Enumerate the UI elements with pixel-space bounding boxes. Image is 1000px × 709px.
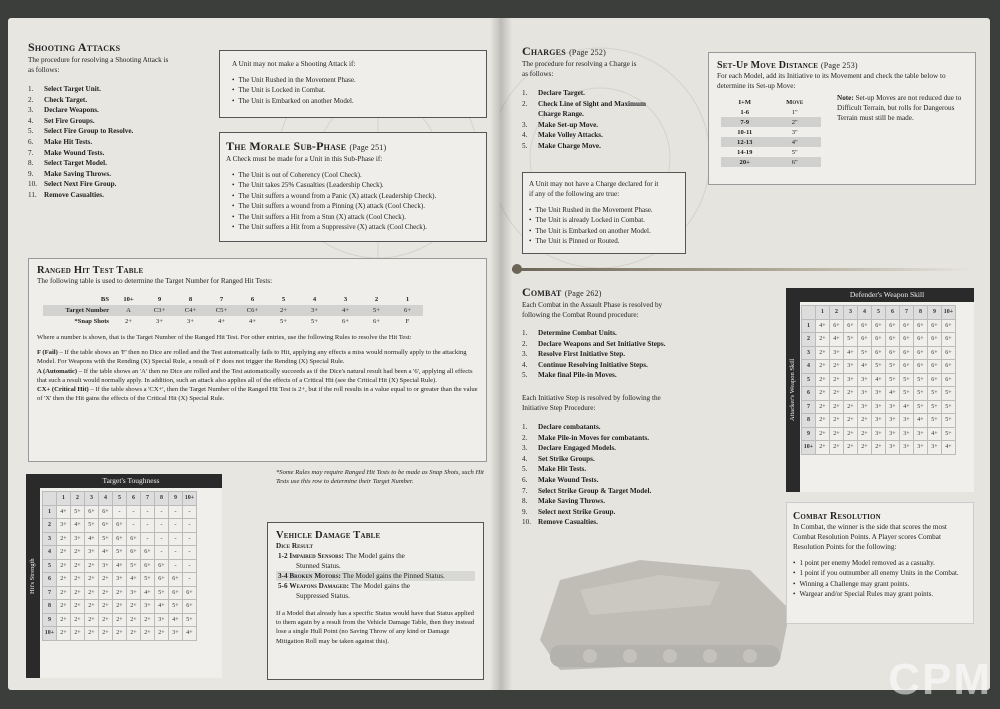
list-item: 3. Resolve First Initiative Step. [522, 350, 626, 359]
table-row: 3 2+ 3+ 4+ 5+ 6+ 6+ - - - - [43, 532, 197, 546]
table-row: 8 2+ 2+ 2+ 2+ 2+ 2+ 3+ 4+ 5+ 6+ [43, 600, 197, 614]
list-item: 2. Make Pile-in Moves for combatants. [522, 433, 650, 442]
resolution-intro: In Combat, the winner is the side that scores the most Combat Resolution Points. A Player scores Combat Resolution Points for the following: [793, 523, 947, 551]
table-row: 9 2+ 2+ 2+ 2+ 2+ 2+ 2+ 3+ 4+ 5+ [43, 613, 197, 627]
table-row: 20+ 6" [721, 157, 821, 167]
list-item: 5. Make final Pile-in Moves. [522, 371, 617, 380]
table-row: 8 2+ 2+ 2+ 2+ 3+ 3+ 3+ 4+ 5+ 5+ [802, 414, 956, 428]
table-row: 3 2+ 3+ 4+ 5+ 6+ 6+ 6+ 6+ 6+ 6+ [802, 346, 956, 360]
setup-intro: For each Model, add its Initiative to its Movement and check the table below to determine its Set-up Move: [717, 72, 946, 90]
toughness-table-box [26, 474, 222, 678]
list-item: 1. Declare Target. [522, 89, 585, 97]
list-item: 4. Make Volley Attacks. [522, 131, 603, 140]
list-item: Charge Range. [538, 110, 584, 119]
no-shoot-intro: A Unit may not make a Shooting Attack if: [232, 60, 356, 68]
table-row: Target Number A C3+ C4+ C5+ C6+ 2+ 3+ 4+ 5+ 6+ [43, 305, 423, 316]
vehicle-para: If a Model that already has a specific Status would have that Status applied to them again by a result from the Vehicle Damage Table, then they instead lose a single Hull Point (no Saving Throw of any kind or Damage Mitigation Roll may be taken against this). [276, 610, 475, 645]
list-item: 8. Select Target Model. [28, 159, 107, 168]
list-item: 5-6 Weapons Damaged: The Model gains the [278, 582, 410, 590]
toughness-title: Target's Toughness [40, 474, 222, 488]
tank-illustration [520, 520, 810, 690]
morale-list [226, 170, 480, 232]
list-item: • 1 point if you outnumber all enemy Units in the Combat. [793, 568, 967, 578]
no-charge-list [529, 205, 679, 247]
table-row: 1 2 3 4 5 6 7 8 9 10+ [43, 492, 197, 506]
shooting-attacks-section [28, 40, 218, 201]
section-divider [512, 268, 974, 271]
charge-steps [522, 88, 702, 152]
ranged-intro: The following table is used to determine the Target Number for Ranged Hit Tests: [37, 277, 273, 285]
no-shoot-list [232, 75, 474, 106]
list-item: • The Unit Rushed in the Movement Phase. [529, 205, 679, 215]
combat-section: Combat (Page 262) Each Combat in the Assault Phase is resolved by following the Combat Round procedure: 1. Determine Combat Units. 2. Declare Weapons and Set Initiative Steps. 3. Resolve First Initiative Step. 4. Continue Resolving Initiative Steps. 5. Make final Pile-in Moves. Each Initiative Step is resolved by following the Initiative Step Procedure: 1. Declare combatants. 2. Make Pile-in Moves for combatants. 3. Declare Engaged Models. 4. Set Strike Groups. 5. Make Hit Tests. 6. Make Wound Tests. 7. Select Strike Group & Target Model. 8. Make Saving Throws. 9. Select next Strike Group. 10. Remove Casualties. [522, 285, 692, 528]
list-item: 1. Determine Combat Units. [522, 329, 617, 337]
watermark-logo: CPM [888, 655, 992, 704]
list-item: • Wargear and/or Special Rules may grant points. [793, 589, 967, 599]
ranged-hit-box [28, 258, 487, 462]
combat-title: Combat (Page 262) [522, 285, 602, 299]
ws-title: Defender's Weapon Skill [800, 288, 974, 302]
list-item: 6. Make Hit Tests. [28, 137, 93, 146]
vehicle-sub: Dice Result [276, 542, 314, 550]
table-row: 2 3+ 4+ 5+ 6+ 6+ - - - - - [43, 519, 197, 533]
resolution-title: Combat Resolution [793, 511, 881, 522]
table-row: 7-9 2" [721, 117, 821, 127]
table-row: 12-13 4" [721, 137, 821, 147]
list-item: • The Unit is Embarked on another Model. [232, 96, 474, 106]
list-item: 1. Select Target Unit. [28, 85, 101, 93]
hit-strength-label: Hit's Strength [26, 474, 40, 678]
list-item: 7. Make Wound Tests. [28, 148, 105, 157]
table-row: 2 2+ 4+ 5+ 6+ 6+ 6+ 6+ 6+ 6+ 6+ [802, 333, 956, 347]
table-row: *Snap Shots 2+ 3+ 3+ 4+ 4+ 5+ 5+ 6+ 6+ F [74, 318, 410, 325]
page-gutter [490, 18, 512, 690]
no-shooting-box [219, 50, 487, 118]
divider-knob [512, 264, 522, 274]
list-item: 3. Declare Engaged Models. [522, 444, 616, 453]
table-row: 1-6 1" [740, 108, 798, 116]
rule-fail: F (Fail) – If the table shows an 'F' then no Dice are rolled and the Test automatically fails to Hit, applying any effects a miss would normally apply to the attacking Model. For Weapons with the Rending (X) Special Rule, a result of F does not trigger the Rending (X) Special Rule. [37, 349, 467, 366]
table-row: 7 2+ 2+ 2+ 3+ 3+ 3+ 4+ 5+ 5+ 5+ [802, 400, 956, 414]
list-item: 3. Declare Weapons. [28, 106, 99, 115]
no-charge-box: A Unit may not have a Charge declared for it if any of the following are true: • The Unit Rushed in the Movement Phase. • The Unit is already Locked in Combat. • The Unit is Embarked on another Model. • The Unit is Pinned or Routed. [522, 172, 686, 254]
weapon-skill-grid [801, 305, 956, 455]
list-item: • The Unit is Embarked on another Model. [529, 226, 679, 236]
list-item: • Winning a Challenge may grant points. [793, 579, 967, 589]
list-item: 2. Check Target. [28, 95, 88, 104]
list-item: 4. Set Fire Groups. [28, 116, 95, 125]
table-row: I+M Move [738, 98, 804, 106]
table-row: 14-19 5" [737, 148, 798, 156]
toughness-grid [42, 491, 197, 641]
table-row: 10-11 3" [737, 128, 798, 136]
shooting-intro: The procedure for resolving a Shooting Attack is [28, 56, 169, 64]
table-row: 1 4+ 5+ 6+ 6+ - - - - - - [43, 505, 197, 519]
resolution-list [793, 558, 967, 600]
list-item: 3. Make Set-up Move. [522, 120, 599, 129]
list-item: 8. Make Saving Throws. [522, 497, 606, 506]
list-item: • The Unit is out of Coherency (Cool Check). [232, 170, 480, 180]
table-row: 1 2 3 4 5 6 7 8 9 10+ [802, 306, 956, 320]
attacker-ws-label: Attacker's Weapon Skill [786, 288, 800, 492]
table-row: 10+ 2+ 2+ 2+ 2+ 2+ 2+ 2+ 2+ 3+ 4+ [43, 627, 197, 641]
list-item: • The Unit is Pinned or Routed. [529, 236, 679, 246]
table-row: 5 2+ 2+ 2+ 3+ 4+ 5+ 6+ 6+ - - [43, 559, 197, 573]
list-item: • The Unit takes 25% Casualties (Leadership Check). [232, 180, 480, 190]
list-item: 6. Make Wound Tests. [522, 475, 599, 484]
charges-section: Charges (Page 252) The procedure for resolving a Charge is as follows: 1. Declare Target. 2. Check Line of Sight and Maximum Charge Range. 3. Make Set-up Move. 4. Make Volley Attacks. 5. Make Charge Move. [522, 44, 702, 152]
shooting-intro-2: as follows: [28, 66, 60, 74]
list-item: • The Unit suffers a Hit from a Stun (X) attack (Cool Check). [232, 212, 480, 222]
morale-intro: A Check must be made for a Unit in this Sub-Phase if: [226, 155, 383, 163]
combat-steps [522, 328, 692, 381]
table-row: 1 4+ 6+ 6+ 6+ 6+ 6+ 6+ 6+ 6+ 6+ [802, 319, 956, 333]
list-item: • The Unit suffers a Hit from a Suppressive (X) attack (Cool Check). [232, 222, 480, 232]
table-row: 7 2+ 2+ 2+ 2+ 2+ 3+ 4+ 5+ 6+ 6+ [43, 586, 197, 600]
table-row: 9 2+ 2+ 2+ 2+ 3+ 3+ 3+ 3+ 4+ 5+ [802, 427, 956, 441]
ranged-title: Ranged Hit Test Table [37, 265, 144, 276]
vehicle-damage-box: Vehicle Damage Table Dice Result 1-2 Impaired Sensors: The Model gains the Stunned Status. 3-4 Broken Motors: The Model gains the Pinned Status. 5-6 Weapons Damaged: The Model gains the Suppressed Status. If a Model that already has a specific Status would have that Status applied to them again by a result from the Vehicle Damage Table, then they instead lose a single Hull Point (no Saving Throw of any kind or Damage Mitigation Roll may be taken against this). [267, 522, 484, 680]
list-item: 5. Select Fire Group to Resolve. [28, 127, 134, 136]
charges-title: Charges (Page 252) [522, 44, 606, 58]
rule-automatic: A (Automatic) – If the table shows an 'A' then no Dice are rolled and the Test automatically succeeds as if the Dice's natural result had been a '6', applying all effects that such a result would normally apply. In addition, such an attack also applies all of the effects of a Critical Hit (see the Critical Hit (X) Special Rule). [37, 367, 473, 384]
combat-resolution-box [786, 502, 974, 624]
list-item: 9. Make Saving Throws. [28, 169, 112, 178]
list-item: 1-2 Impaired Sensors: The Model gains the [278, 552, 405, 560]
table-row: 10+ 2+ 2+ 2+ 2+ 2+ 3+ 3+ 3+ 3+ 4+ [802, 441, 956, 455]
morale-title: The Morale Sub-Phase (Page 251) [226, 139, 387, 153]
table-row: 6 2+ 2+ 2+ 2+ 3+ 4+ 5+ 6+ 6+ - [43, 573, 197, 587]
list-item: • The Unit is already Locked in Combat. [529, 215, 679, 225]
setup-table [721, 97, 821, 167]
list-item: 7. Select Strike Group & Target Model. [522, 486, 652, 495]
ranged-para: Where a number is shown, that is the Target Number of the Ranged Hit Test. For other entries, use the following Rules to resolve the Hit Test: [37, 334, 412, 341]
morale-box [219, 132, 487, 242]
list-item: • 1 point per enemy Model removed as a casualty. [793, 558, 967, 568]
list-item: 10. Remove Casualties. [522, 518, 598, 527]
list-item: • The Unit suffers a wound from a Panic (X) attack (Leadership Check). [232, 191, 480, 201]
list-item: 11. Remove Casualties. [28, 190, 104, 199]
shooting-steps [28, 84, 218, 201]
weapon-skill-table-box [786, 288, 974, 492]
list-item: 5. Make Charge Move. [522, 141, 601, 150]
ranged-hit-table [43, 294, 423, 327]
setup-note: Note: Set-up Moves are not reduced due to Difficult Terrain, but rolls for Dangerous Terrain must still be made. [837, 94, 962, 122]
shooting-title: Shooting Attacks [28, 40, 121, 54]
list-item: • The Unit is Locked in Combat. [232, 85, 474, 95]
vehicle-title: Vehicle Damage Table [276, 530, 381, 541]
table-row: 6 2+ 2+ 2+ 3+ 3+ 4+ 5+ 5+ 5+ 5+ [802, 387, 956, 401]
initiative-steps [522, 422, 692, 528]
list-item: 2. Check Line of Sight and Maximum [522, 99, 647, 108]
list-item: 10. Select Next Fire Group. [28, 180, 117, 189]
table-row: 4 2+ 2+ 3+ 4+ 5+ 5+ 6+ 6+ 6+ 6+ [802, 360, 956, 374]
rule-critical: CX+ (Critical Hit) – If the table shows a 'CX+', then the Target Number of the Ranged Hit Test is 2+, but if the roll results in a value equal to or greater than the value of 'X' then the Hit gains the effects of the Critical Hit (X) Special Rule. [37, 386, 478, 403]
table-row: BS 10+ 9 8 7 6 5 4 3 2 1 [100, 296, 410, 303]
list-item: 9. Select next Strike Group. [522, 507, 616, 516]
list-item: • The Unit suffers a wound from a Pinning (X) attack (Cool Check). [232, 201, 480, 211]
setup-move-box [708, 52, 976, 185]
table-row: 4 2+ 2+ 3+ 4+ 5+ 6+ 6+ - - - [43, 546, 197, 560]
list-item: 2. Declare Weapons and Set Initiative Steps. [522, 339, 666, 348]
list-item: 1. Declare combatants. [522, 422, 601, 431]
list-item: 5. Make Hit Tests. [522, 465, 587, 474]
list-item: 4. Continue Resolving Initiative Steps. [522, 360, 648, 369]
list-item: • The Unit Rushed in the Movement Phase. [232, 75, 474, 85]
list-item: 4. Set Strike Groups. [522, 454, 595, 463]
table-row: 5 2+ 2+ 3+ 3+ 4+ 5+ 5+ 5+ 6+ 6+ [802, 373, 956, 387]
list-item: 3-4 Broken Motors: The Model gains the Pinned Status. [276, 571, 475, 581]
snap-shot-note: *Some Rules may require Ranged Hit Tests to be made as Snap Shots, such Hit Tests use this row to determine their Target Number. [276, 469, 484, 486]
setup-title: Set-Up Move Distance (Page 253) [717, 60, 858, 71]
